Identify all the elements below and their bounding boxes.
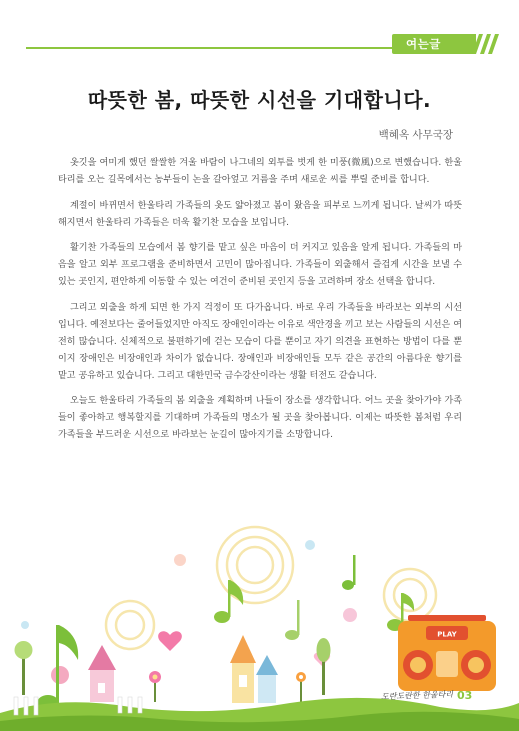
article-title: 따뜻한 봄, 따뜻한 시선을 기대합니다. (87, 88, 432, 112)
paragraph-2: 계절이 바뀌면서 한울타리 가족들의 옷도 얇아졌고 봄이 왔음을 피부로 느끼게 됩니다. 날씨가 따뜻해지면서 한울타리 가족들은 더욱 활기찬 모습을 보입니다. (58, 200, 462, 228)
concentric-circles-decoration (106, 527, 436, 649)
music-note-icon (285, 600, 300, 640)
castle-house-icon (230, 635, 256, 703)
radio-icon (398, 615, 496, 691)
paragraph-4: 그리고 외출을 하게 되면 한 가지 걱정이 또 다가옵니다. 바로 우리 가족들을 바라보는 외부의 시선입니다. 예전보다는 줄어들었지만 아직도 장애인이라는 이유로 색안경을 끼고 보는 사람들의 시선은 여전히 많습니다. 신체적으로 불편하기에 걷는 모습이 다를 뿐이고 자기 의견을 표현하는 방법이 다를 뿐이지 장애인은 비장애인과 차이가 없습니다. 장애인과 비장애인들 모두 같은 공간의 아름다운 향기를 맡고 공유하고 있습니다. 그리고 대한민국 금수강산이라는 생활 터전도 같습니다. (58, 302, 462, 381)
tree-icon (317, 638, 331, 695)
castle-house-icon (88, 645, 116, 702)
tree-icon (15, 641, 33, 695)
heart-icon (158, 631, 182, 651)
paragraph-5: 오늘도 한울타리 가족들의 봄 외출을 계획하며 나들이 장소를 생각합니다. 어느 곳을 찾아가야 가족들이 좋아하고 행복할지를 기대하며 가족들의 명소가 될 곳을 찾아봅니다. 이제는 따뜻한 봄처럼 우리 가족들을 부드러운 시선으로 바라보는 눈길이 많아지기를 소망합니다. (58, 396, 462, 440)
header-rule (26, 47, 408, 49)
radio-play-label: PLAY (437, 630, 457, 639)
music-note-icon (342, 555, 356, 590)
castle-house-icon (256, 655, 278, 703)
flower-icon (296, 672, 306, 702)
music-note-icon (37, 625, 78, 711)
page-number: 03 (457, 689, 473, 702)
section-tab (392, 34, 476, 54)
article-body (58, 155, 462, 453)
header-stripes-decoration (470, 34, 500, 54)
page-header (0, 0, 519, 68)
paragraph-1: 옷깃을 여미게 했던 쌀쌀한 겨울 바람이 나그네의 외투를 벗게 한 미풍(微風)으로 변했습니다. 한울타리를 오는 길목에서는 농부들이 논을 갈아엎고 거름을 주며 새로운 씨를 뿌릴 준비를 합니다. (58, 158, 462, 185)
footer-brand: 도란도란한 한울타리 (380, 689, 454, 702)
flower-icon (149, 671, 161, 702)
section-label: 여는글 (406, 37, 441, 51)
paragraph-3: 활기찬 가족들의 모습에서 봄 향기를 맡고 싶은 마음이 더 커지고 있음을 알게 됩니다. 가족들의 마음을 알고 외부 프로그램을 준비하면서 고민이 많아집니다. 가족들이 외출해서 즐겁게 시간을 보낼 수 있는 곳인지, 편안하게 이동할 수 있는 여건이 준비된 곳인지 등을 고려하며 장소 선택을 합니다. (58, 243, 462, 287)
article-author: 백혜옥 사무국장 (378, 129, 453, 141)
